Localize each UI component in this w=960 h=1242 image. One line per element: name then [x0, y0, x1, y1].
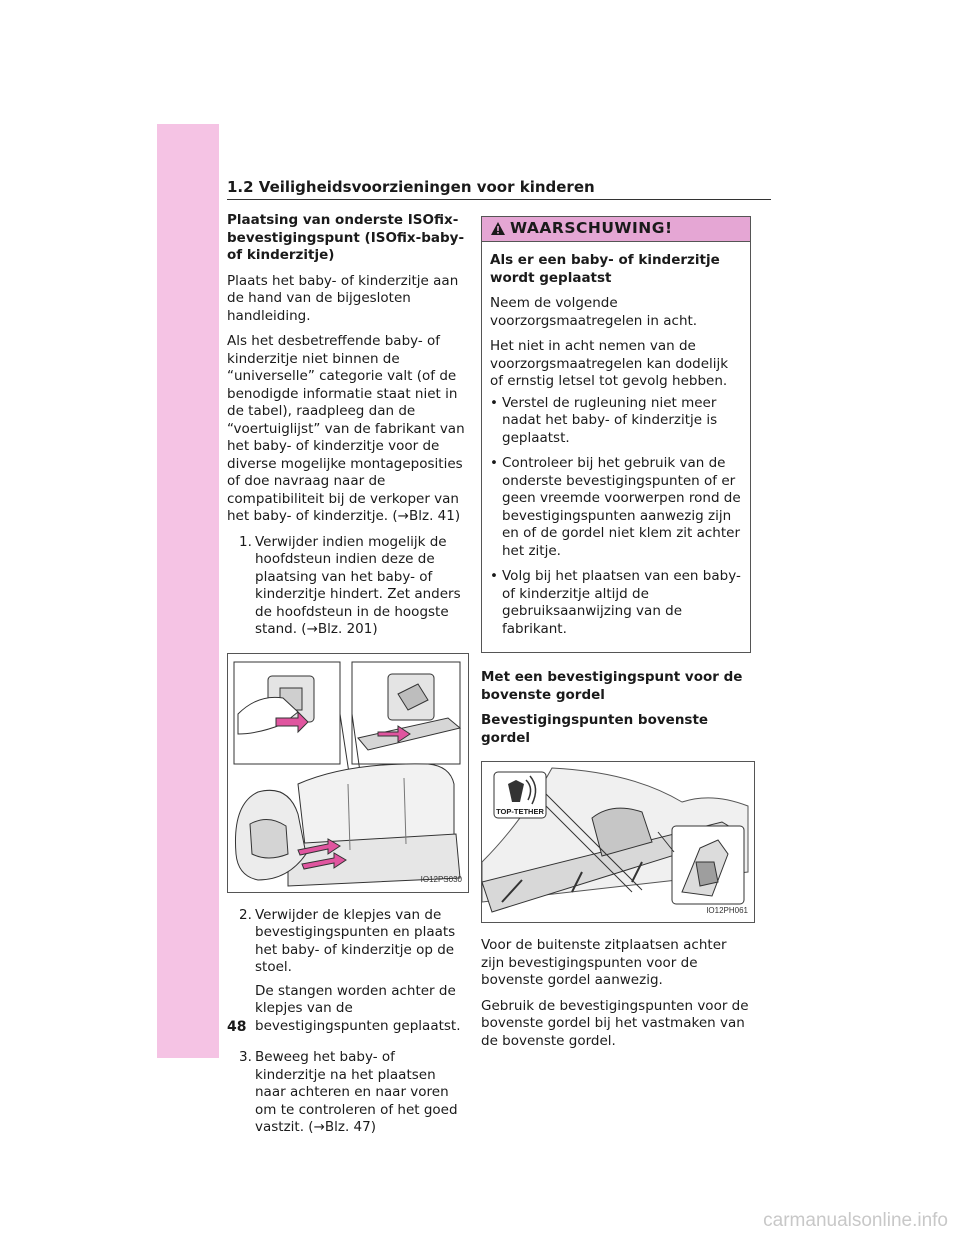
step-number: 3. [239, 1049, 252, 1065]
step-text: Verwijder de klepjes van de bevestigingspunten en plaats het baby- of kinderzitje op de stoel. [255, 906, 456, 975]
step-1 [239, 534, 467, 639]
isofix-heading: Plaatsing van onderste ISOfix-bevestigingspunt (ISOfix-baby- of kinderzitje) [227, 212, 465, 263]
step-note: De stangen worden achter de klepjes van de bevestigingspunten geplaatst. [255, 982, 461, 1034]
step-text: Beweeg het baby- of kinderzitje na het plaatsen naar achteren en naar voren om te controleren of het goed vastzit. (→Blz. 47) [255, 1049, 458, 1135]
top-tether-subheading: Bevestigingspunten bovenste gordel [481, 712, 709, 746]
step-2 [239, 907, 467, 1042]
warning-content [482, 242, 750, 652]
top-tether-heading: Met een bevestigingspunt voor de bovenste gordel [481, 669, 743, 703]
warning-bullet [490, 395, 742, 448]
bullet-text: Controleer bij het gebruik van de onderste bevestigingspunten of er geen vreemde voorwerpen rond de bevestigingspunten aanwezig zijn en of de gordel niet klem zit achter het zitje. [502, 455, 741, 559]
step-number: 1. [239, 533, 252, 550]
warning-box [481, 216, 751, 653]
bullet-dot: • [490, 568, 498, 584]
page-number: 48 [227, 1019, 247, 1035]
manual-page [219, 124, 784, 1135]
warning-heading: Als er een baby- of kinderzitje wordt geplaatst [490, 252, 720, 286]
right-column [481, 216, 751, 1058]
figure-code: IO12PS030 [420, 875, 462, 884]
warning-title: WAARSCHUWING! [510, 219, 673, 238]
top-tether-label: TOP-TETHER [496, 807, 544, 816]
warning-bullet [490, 455, 742, 560]
step-body [255, 907, 467, 1042]
warning-paragraph: Neem de volgende voorzorgsmaatregelen in acht. [490, 295, 698, 329]
bullet-dot: • [490, 394, 498, 411]
step-3 [239, 1049, 467, 1137]
paragraph-outer-seats: Voor de buitenste zitplaatsen achter zijn bevestigingspunten voor de bovenste gordel aanwezig. [481, 937, 727, 988]
side-band [157, 124, 219, 1058]
paragraph-use-anchors: Gebruik de bevestigingspunten voor de bovenste gordel bij het vastmaken van de bovenste gordel. [481, 997, 749, 1049]
figure-code: IO12PH061 [706, 905, 748, 915]
bullet-dot: • [490, 455, 498, 471]
paragraph-install: Plaats het baby- of kinderzitje aan de hand van de bijgesloten handleiding. [227, 272, 459, 324]
top-tether-illustration [482, 762, 754, 922]
isofix-figure [227, 653, 469, 893]
warning-triangle-icon [490, 221, 506, 237]
warning-title-bar [482, 217, 750, 242]
bullet-text: Volg bij het plaatsen van een baby- of kinderzitje altijd de gebruiksaanwijzing van de fabrikant. [502, 568, 741, 637]
paragraph-universal: Als het desbetreffende baby- of kinderzitje niet binnen de “universelle” categorie valt (of de benodigde informatie staat niet in de tabel), raadpleeg dan de “voertuiglijst” van de fabrikant van het baby- of kinderzitje voor de diverse mogelijke montageposities of doe navraag naar de compatibiliteit bij de verkoper van het baby- of kinderzitje. (→Blz. 41) [227, 333, 465, 524]
isofix-illustration [228, 654, 468, 892]
bullet-text: Verstel de rugleuning niet meer nadat het baby- of kinderzitje is geplaatst. [502, 394, 718, 446]
warning-bullet [490, 568, 742, 638]
watermark: carmanualsonline.info [763, 1210, 948, 1231]
left-column [227, 212, 467, 1145]
section-header: 1.2 Veiligheidsvoorzieningen voor kinderen [227, 178, 771, 200]
warning-paragraph: Het niet in acht nemen van de voorzorgsmaatregelen kan dodelijk of ernstig letsel tot gevolg hebben. [490, 338, 729, 389]
top-tether-figure [481, 761, 755, 923]
step-text: Verwijder indien mogelijk de hoofdsteun indien deze de plaatsing van het baby- of kinderzitje hindert. Zet anders de hoofdsteun in de hoogste stand. (→Blz. 201) [255, 533, 461, 637]
step-number: 2. [239, 906, 252, 923]
